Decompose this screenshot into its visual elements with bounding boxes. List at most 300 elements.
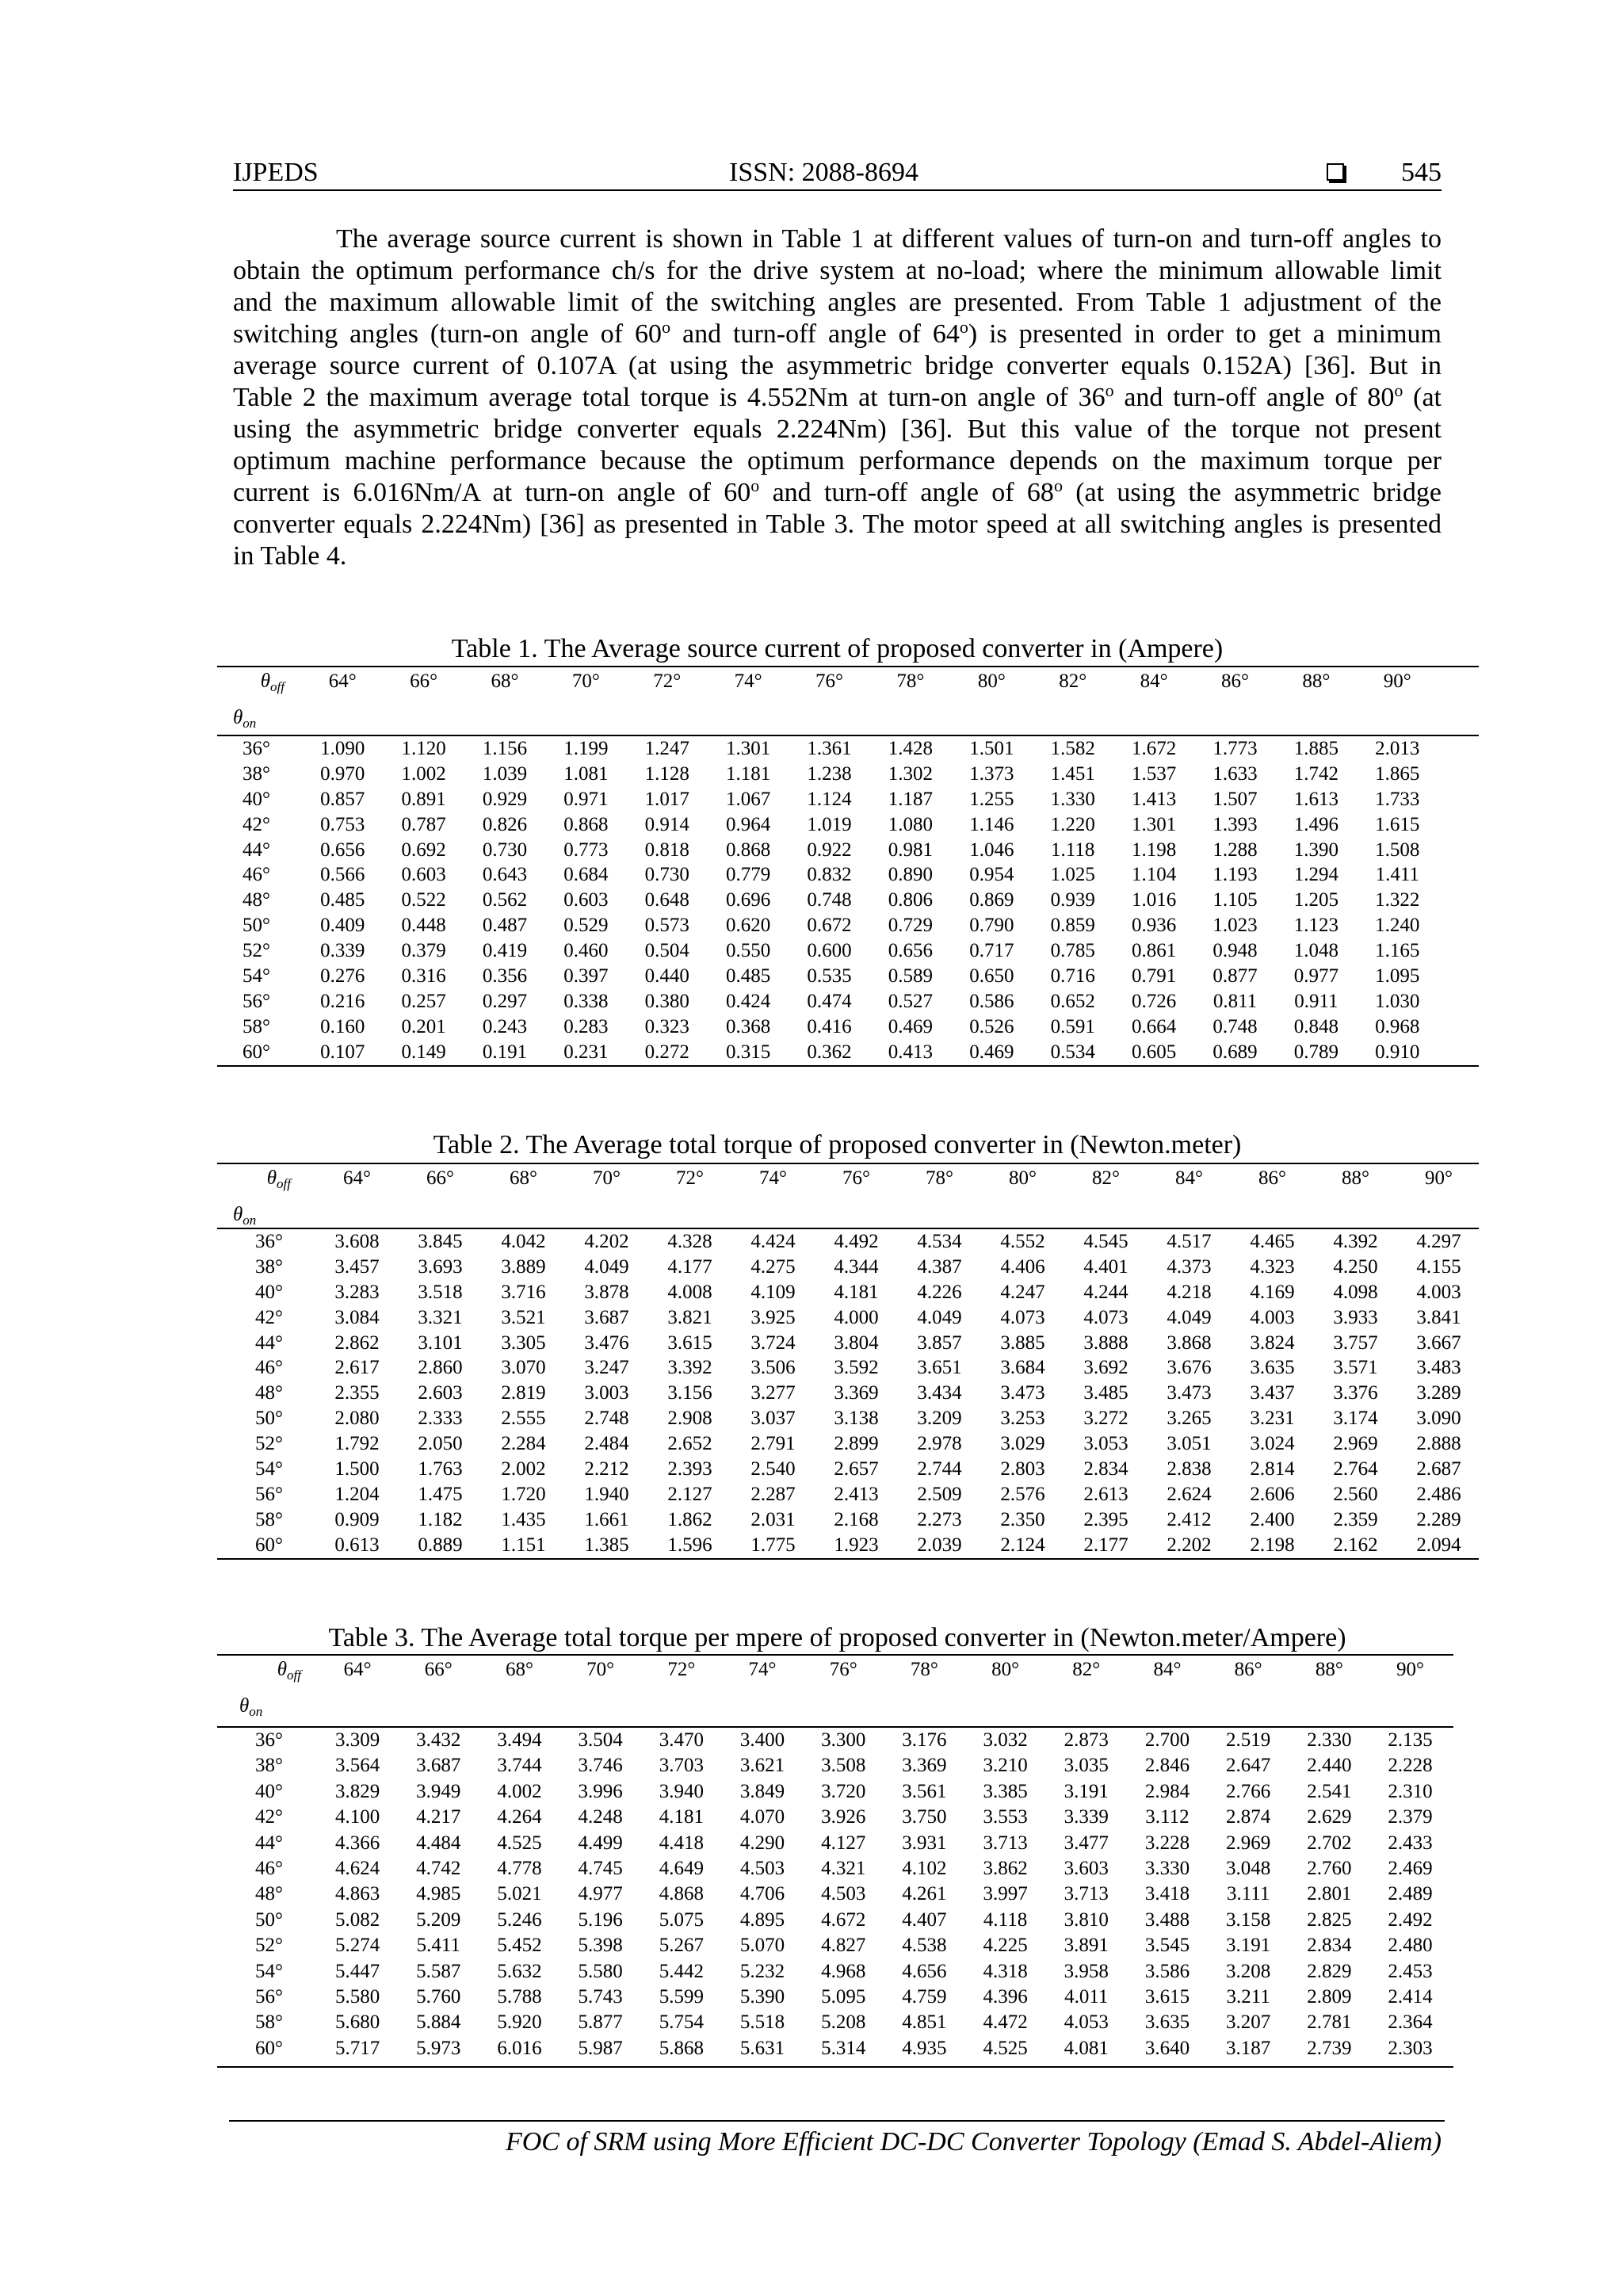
table-cell: 5.754 — [659, 2011, 704, 2034]
paragraph-line — [233, 223, 1442, 255]
table-cell: 0.857 — [320, 788, 365, 810]
table-cell: 3.845 — [418, 1231, 463, 1252]
table-cell: 5.208 — [821, 2011, 866, 2034]
axis-subscript: off — [277, 1176, 291, 1191]
paragraph-line — [233, 445, 1442, 477]
table-cell: 2.760 — [1307, 1857, 1352, 1879]
column-header: 88° — [1342, 1167, 1369, 1189]
table-cell: 1.720 — [501, 1483, 546, 1505]
table-row — [217, 1229, 1479, 1255]
table-cell: 3.841 — [1416, 1306, 1461, 1328]
body-paragraph — [233, 223, 1442, 572]
table-cell: 4.499 — [578, 1832, 623, 1854]
table-cell: 0.603 — [563, 889, 609, 911]
table-cell: 2.127 — [667, 1483, 712, 1505]
table-cell: 3.208 — [1226, 1960, 1271, 1982]
table-cell: 0.191 — [482, 1041, 528, 1063]
table-row — [217, 787, 1479, 812]
column-header: 68° — [491, 670, 519, 692]
table-cell: 1.672 — [1131, 738, 1177, 759]
row-header: 46° — [255, 1357, 283, 1379]
table-caption: Table 2. The Average total torque of proposed converter in (Newton.meter) — [433, 1130, 1242, 1159]
table-cell: 0.869 — [969, 889, 1014, 911]
table-cell: 0.891 — [401, 788, 446, 810]
row-header: 60° — [242, 1041, 270, 1063]
table-cell: 2.606 — [1250, 1483, 1295, 1505]
table-cell: 3.553 — [983, 1806, 1028, 1828]
table-row — [217, 888, 1479, 913]
row-axis-label — [239, 1692, 262, 1721]
table-cell: 0.890 — [888, 864, 934, 886]
table-row — [217, 2010, 1453, 2035]
table-cell: 3.277 — [750, 1382, 796, 1404]
table-cell: 2.764 — [1333, 1458, 1378, 1480]
row-header: 46° — [255, 1857, 283, 1879]
row-header: 40° — [242, 788, 270, 810]
table-cell: 4.042 — [501, 1231, 546, 1252]
table-cell: 2.480 — [1388, 1935, 1433, 1957]
table-cell: 2.862 — [334, 1331, 380, 1354]
table-cell: 1.067 — [726, 788, 771, 810]
table-cell: 2.834 — [1307, 1935, 1352, 1957]
column-header: 66° — [410, 670, 438, 692]
column-header: 82° — [1059, 670, 1087, 692]
column-header: 76° — [842, 1167, 870, 1189]
table-cell: 2.814 — [1250, 1458, 1295, 1480]
table-cell: 4.484 — [416, 1832, 461, 1854]
table-cell: 3.586 — [1144, 1960, 1190, 1982]
table-cell: 3.432 — [416, 1729, 461, 1751]
table-cell: 3.156 — [667, 1382, 712, 1404]
axis-subscript: off — [287, 1668, 301, 1683]
row-header: 54° — [255, 1960, 283, 1982]
table-cell: 1.373 — [969, 762, 1014, 785]
table-cell: 2.355 — [334, 1382, 380, 1404]
table-cell: 1.475 — [418, 1483, 463, 1505]
table-cell: 4.503 — [739, 1857, 785, 1879]
table-cell: 5.877 — [578, 2011, 623, 2034]
table-caption: Table 1. The Average source current of proposed converter in (Ampere) — [451, 634, 1224, 663]
table-cell: 1.120 — [401, 738, 446, 759]
table-cell: 0.397 — [563, 965, 609, 988]
table-cell: 0.586 — [969, 990, 1014, 1012]
table-cell: 1.500 — [334, 1458, 380, 1480]
theta-symbol: θ — [277, 1659, 288, 1680]
column-header: 68° — [510, 1167, 537, 1189]
table-cell: 0.818 — [644, 839, 689, 861]
text-run: switching angles (turn-on angle of 60 — [233, 319, 663, 349]
row-header: 50° — [255, 1408, 283, 1430]
table-cell: 2.364 — [1388, 2011, 1433, 2034]
table-cell: 0.409 — [320, 915, 365, 937]
row-header: 60° — [255, 2037, 283, 2059]
table-row — [217, 1856, 1453, 1881]
column-header: 76° — [829, 1659, 857, 1680]
table-cell: 3.958 — [1064, 1960, 1109, 1982]
row-header: 44° — [255, 1832, 283, 1854]
table-cell: 3.003 — [584, 1382, 629, 1404]
column-header: 70° — [593, 1167, 621, 1189]
table-body — [217, 1229, 1479, 1558]
table-cell: 5.580 — [334, 1985, 380, 2008]
table-cell: 2.484 — [584, 1433, 629, 1455]
theta-symbol: θ — [233, 707, 243, 728]
table-cell: 4.073 — [1083, 1306, 1128, 1328]
table-cell: 0.529 — [563, 915, 609, 937]
text-run: ) is presented in order to get a minimum — [968, 319, 1442, 349]
table-cell: 4.225 — [983, 1935, 1028, 1957]
row-header: 54° — [242, 965, 270, 988]
text-run: Table 2 the maximum average total torque is 4.552Nm at turn-on angle of 36 — [233, 383, 1106, 412]
table-cell: 3.564 — [334, 1755, 380, 1777]
table-cell: 5.743 — [578, 1985, 623, 2008]
table-cell: 5.788 — [497, 1985, 542, 2008]
table-cell: 1.773 — [1212, 738, 1258, 759]
table-cell: 3.615 — [1144, 1985, 1190, 2008]
table-cell: 0.297 — [482, 990, 528, 1012]
table-cell: 0.283 — [563, 1015, 609, 1037]
column-header: 84° — [1140, 670, 1168, 692]
table-cell: 5.398 — [578, 1935, 623, 1957]
table-cell: 0.936 — [1131, 915, 1177, 937]
table-cell: 2.489 — [1388, 1883, 1433, 1905]
table-cell: 1.017 — [644, 788, 689, 810]
table-cell: 4.392 — [1333, 1231, 1378, 1252]
table-cell: 0.605 — [1131, 1041, 1177, 1063]
table-cell: 4.465 — [1250, 1231, 1295, 1252]
table-cell: 0.977 — [1293, 965, 1338, 988]
table-cell: 4.624 — [334, 1857, 380, 1879]
table-cell: 2.509 — [917, 1483, 962, 1505]
table-cell: 0.729 — [888, 915, 934, 937]
table-cell: 0.730 — [482, 839, 528, 861]
table-cell: 2.486 — [1416, 1483, 1461, 1505]
table-cell: 2.413 — [834, 1483, 879, 1505]
table-cell: 0.380 — [644, 990, 689, 1012]
table-cell: 0.566 — [320, 864, 365, 886]
table-row — [217, 1331, 1479, 1356]
table-cell: 3.053 — [1083, 1433, 1128, 1455]
table-cell: 0.613 — [334, 1534, 380, 1556]
table-cell: 0.787 — [401, 813, 446, 835]
table-cell: 5.196 — [578, 1908, 623, 1931]
table-cell: 2.310 — [1388, 1780, 1433, 1802]
degree-superscript: o — [750, 476, 760, 495]
table-cell: 2.846 — [1144, 1755, 1190, 1777]
table-cell: 0.877 — [1212, 965, 1258, 988]
table-cell: 3.571 — [1333, 1357, 1378, 1379]
table-cell: 1.613 — [1293, 788, 1338, 810]
table-row — [217, 1431, 1479, 1457]
table-cell: 2.560 — [1333, 1483, 1378, 1505]
table-cell: 3.997 — [983, 1883, 1028, 1905]
table-cell: 2.791 — [750, 1433, 796, 1455]
table-cell: 3.592 — [834, 1357, 879, 1379]
table-cell: 0.726 — [1131, 990, 1177, 1012]
table-cell: 3.720 — [821, 1780, 866, 1802]
table-cell: 2.908 — [667, 1408, 712, 1430]
table-cell: 3.635 — [1250, 1357, 1295, 1379]
footer-rule — [229, 2120, 1445, 2122]
table-cell: 4.545 — [1083, 1231, 1128, 1252]
theta-symbol: θ — [239, 1695, 250, 1717]
table-cell: 1.940 — [584, 1483, 629, 1505]
degree-superscript: o — [959, 317, 968, 337]
table-cell: 3.024 — [1250, 1433, 1295, 1455]
table-cell: 5.314 — [821, 2037, 866, 2059]
column-header: 72° — [676, 1167, 704, 1189]
table-cell: 4.323 — [1250, 1255, 1295, 1278]
table-cell: 0.806 — [888, 889, 934, 911]
table-cell: 2.350 — [1000, 1508, 1045, 1530]
table-cell: 1.118 — [1051, 839, 1095, 861]
table-cell: 0.826 — [482, 813, 528, 835]
table-cell: 3.400 — [739, 1729, 785, 1751]
table-cell: 5.987 — [578, 2037, 623, 2059]
table-cell: 1.322 — [1375, 889, 1420, 911]
table-cell: 4.401 — [1083, 1255, 1128, 1278]
column-header: 84° — [1153, 1659, 1182, 1680]
table-cell: 4.492 — [834, 1231, 879, 1252]
table-cell: 2.124 — [1000, 1534, 1045, 1556]
table-cell: 1.775 — [750, 1534, 796, 1556]
table-head — [217, 1656, 1453, 1728]
table-cell: 1.792 — [334, 1433, 380, 1455]
row-header: 60° — [255, 1534, 283, 1556]
table-cell: 5.580 — [578, 1960, 623, 1982]
table-cell: 2.613 — [1083, 1483, 1128, 1505]
table-cell: 0.643 — [482, 864, 528, 886]
table-cell: 1.030 — [1375, 990, 1420, 1012]
table-row — [217, 1381, 1479, 1406]
table-cell: 2.453 — [1388, 1960, 1433, 1982]
table-cell: 0.970 — [320, 762, 365, 785]
table-cell: 0.323 — [644, 1015, 689, 1037]
table-cell: 4.247 — [1000, 1281, 1045, 1303]
table-cell: 3.608 — [334, 1231, 380, 1252]
table-cell: 1.413 — [1131, 788, 1177, 810]
text-run: converter equals 2.224Nm) [36] as presented in Table 3. The motor speed at all switching angles is presented — [233, 510, 1442, 539]
column-header: 86° — [1258, 1167, 1286, 1189]
table-cell: 1.435 — [501, 1508, 546, 1530]
table-cell: 2.809 — [1307, 1985, 1352, 2008]
table-row — [217, 2036, 1453, 2061]
table-cell: 4.396 — [983, 1985, 1028, 2008]
table-cell: 1.182 — [418, 1508, 463, 1530]
table-cell: 5.070 — [739, 1935, 785, 1957]
column-header-row — [217, 1164, 1479, 1193]
table-cell: 0.911 — [1294, 990, 1338, 1012]
table-cell: 2.541 — [1307, 1780, 1352, 1802]
table-row — [217, 1728, 1453, 1753]
table-cell: 5.717 — [334, 2037, 380, 2059]
table-cell: 3.926 — [821, 1806, 866, 1828]
table-cell: 0.948 — [1212, 940, 1258, 962]
table-cell: 1.508 — [1375, 839, 1420, 861]
table-cell: 2.617 — [334, 1357, 380, 1379]
table-cell: 4.244 — [1083, 1281, 1128, 1303]
table-cell: 5.587 — [416, 1960, 461, 1982]
table-cell: 3.176 — [902, 1729, 947, 1751]
column-header: 78° — [926, 1167, 953, 1189]
table-cell: 0.573 — [644, 915, 689, 937]
table-cell: 5.680 — [334, 2011, 380, 2034]
table-cell: 2.702 — [1307, 1832, 1352, 1854]
table-cell: 3.111 — [1226, 1883, 1270, 1905]
table-cell: 2.540 — [750, 1458, 796, 1480]
table-cell: 1.862 — [667, 1508, 712, 1530]
table-cell: 2.469 — [1388, 1857, 1433, 1879]
table-cell: 2.198 — [1250, 1534, 1295, 1556]
table-head — [217, 1164, 1479, 1229]
table-cell: 4.318 — [983, 1960, 1028, 1982]
table-cell: 0.981 — [888, 839, 934, 861]
row-header: 36° — [255, 1729, 283, 1751]
degree-superscript: o — [1105, 380, 1114, 400]
table-cell: 1.048 — [1293, 940, 1338, 962]
table-cell: 4.534 — [917, 1231, 962, 1252]
table-cell: 4.525 — [497, 1832, 542, 1854]
table-cell: 1.023 — [1212, 915, 1258, 937]
table-cell: 3.545 — [1144, 1935, 1190, 1957]
table-cell: 4.261 — [902, 1883, 947, 1905]
table-cell: 1.198 — [1131, 839, 1177, 861]
table-cell: 4.406 — [1000, 1255, 1045, 1278]
table-cell: 3.724 — [750, 1331, 796, 1354]
table-cell: 1.742 — [1293, 762, 1338, 785]
table-cell: 5.232 — [739, 1960, 785, 1982]
table-cell: 3.635 — [1144, 2011, 1190, 2034]
table-cell: 0.689 — [1212, 1041, 1258, 1063]
text-run: and turn-off angle of 80 — [1113, 383, 1395, 412]
table-cell: 3.868 — [1167, 1331, 1212, 1354]
table-cell: 2.202 — [1167, 1534, 1212, 1556]
table-cell: 4.373 — [1167, 1255, 1212, 1278]
table-cell: 2.652 — [667, 1433, 712, 1455]
table-cell: 0.832 — [807, 864, 852, 886]
column-header: 86° — [1220, 670, 1249, 692]
table-cell: 3.804 — [834, 1331, 879, 1354]
table-cell: 3.437 — [1250, 1382, 1295, 1404]
column-header: 88° — [1315, 1659, 1343, 1680]
table-cell: 4.264 — [497, 1806, 542, 1828]
table-cell: 1.156 — [482, 738, 528, 759]
table-cell: 0.339 — [320, 940, 365, 962]
axis-subscript: on — [249, 1704, 263, 1719]
paragraph-line — [233, 287, 1442, 319]
table-cell: 4.109 — [750, 1281, 796, 1303]
paragraph-line — [233, 350, 1442, 382]
table-cell: 0.922 — [807, 839, 852, 861]
table-cell: 3.035 — [1064, 1755, 1109, 1777]
table-cell: 3.885 — [1000, 1331, 1045, 1354]
table-cell: 3.321 — [418, 1306, 463, 1328]
table-cell: 5.760 — [416, 1985, 461, 2008]
table-cell: 4.202 — [584, 1231, 629, 1252]
table-cell: 3.603 — [1064, 1857, 1109, 1879]
row-header: 58° — [255, 1508, 283, 1530]
theta-symbol: θ — [266, 1167, 277, 1189]
table-cell: 3.931 — [902, 1832, 947, 1854]
table-cell: 5.246 — [497, 1908, 542, 1931]
table-cell: 0.748 — [1212, 1015, 1258, 1037]
table-cell: 4.000 — [834, 1306, 879, 1328]
text-run: and turn-off angle of 64 — [670, 319, 960, 349]
table-caption: Table 3. The Average total torque per mpere of proposed converter in (Newton.meter/Ampere) — [328, 1623, 1346, 1652]
table-cell: 3.283 — [334, 1281, 380, 1303]
table-cell: 2.984 — [1144, 1780, 1190, 1802]
table-cell: 0.971 — [563, 788, 609, 810]
table-cell: 3.385 — [983, 1780, 1028, 1802]
paragraph-line — [233, 382, 1442, 414]
table-cell: 0.652 — [1050, 990, 1095, 1012]
table-cell: 3.191 — [1064, 1780, 1109, 1802]
table-cell: 3.191 — [1226, 1935, 1271, 1957]
table-row — [217, 862, 1479, 888]
table-cell: 4.102 — [902, 1857, 947, 1879]
table-cell: 0.717 — [969, 940, 1014, 962]
table-row — [217, 964, 1479, 989]
table-row — [217, 1482, 1479, 1507]
table-cell: 3.821 — [667, 1306, 712, 1328]
table-cell: 0.201 — [401, 1015, 446, 1037]
table-cell: 0.526 — [969, 1015, 1014, 1037]
table-cell: 0.485 — [320, 889, 365, 911]
table-cell: 3.485 — [1083, 1382, 1128, 1404]
table-cell: 3.090 — [1416, 1408, 1461, 1430]
table-cell: 0.338 — [563, 990, 609, 1012]
table-cell: 0.272 — [644, 1041, 689, 1063]
table-cell: 0.620 — [726, 915, 771, 937]
column-header: 88° — [1302, 670, 1331, 692]
table-cell: 2.031 — [750, 1508, 796, 1530]
table-cell: 3.187 — [1226, 2037, 1271, 2059]
column-header: 80° — [991, 1659, 1020, 1680]
page-number: 545 — [1401, 158, 1442, 187]
table-cell: 3.713 — [1064, 1883, 1109, 1905]
table-cell: 0.522 — [401, 889, 446, 911]
table-cell: 5.868 — [659, 2037, 704, 2059]
degree-superscript: o — [1053, 476, 1063, 495]
column-header: 68° — [505, 1659, 533, 1680]
column-header: 74° — [759, 1167, 787, 1189]
table-cell: 4.053 — [1064, 2011, 1109, 2034]
table-cell: 2.492 — [1388, 1908, 1433, 1931]
table-cell: 4.081 — [1064, 2037, 1109, 2059]
table-cell: 2.002 — [501, 1458, 546, 1480]
table-row — [217, 1507, 1479, 1533]
table-cell: 2.624 — [1167, 1483, 1212, 1505]
table-cell: 1.390 — [1293, 839, 1338, 861]
table-cell: 3.684 — [1000, 1357, 1045, 1379]
table-row — [217, 1255, 1479, 1280]
row-header: 58° — [242, 1015, 270, 1037]
table-row — [217, 1753, 1453, 1778]
table-row — [217, 989, 1479, 1014]
table-cell: 2.687 — [1416, 1458, 1461, 1480]
table-cell: 1.165 — [1375, 940, 1420, 962]
table-cell: 1.885 — [1293, 738, 1338, 759]
table-cell: 1.181 — [726, 762, 771, 785]
table-cell: 2.803 — [1000, 1458, 1045, 1480]
table-cell: 4.098 — [1333, 1281, 1378, 1303]
table-cell: 2.969 — [1226, 1832, 1271, 1854]
table-cell: 0.368 — [726, 1015, 771, 1037]
text-run: (at using the asymmetric bridge — [1062, 478, 1442, 507]
table-cell: 1.205 — [1293, 889, 1338, 911]
table-cell: 3.667 — [1416, 1331, 1461, 1354]
table-cell: 0.859 — [1050, 915, 1095, 937]
